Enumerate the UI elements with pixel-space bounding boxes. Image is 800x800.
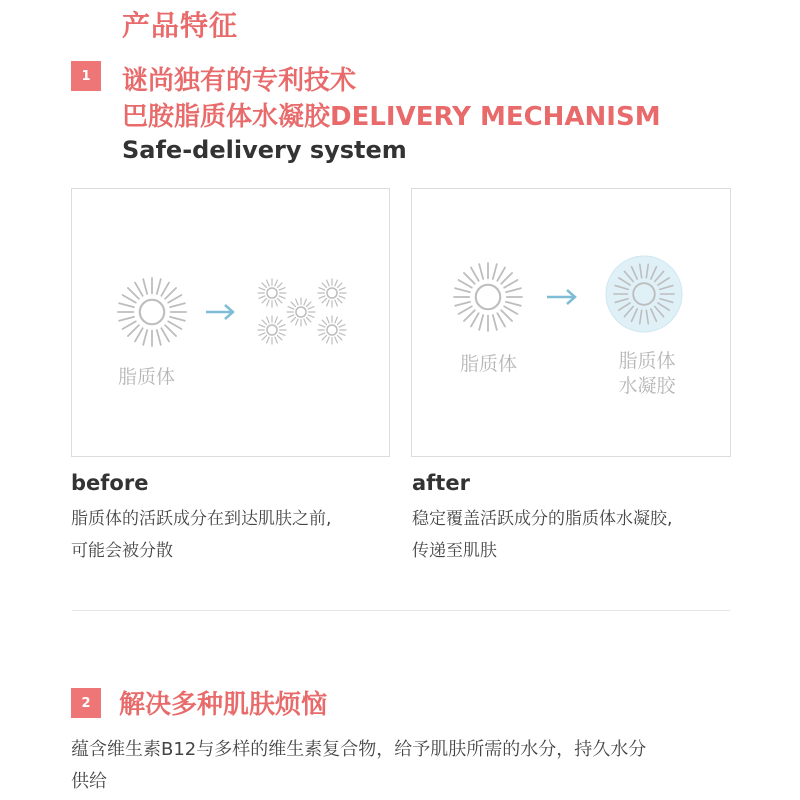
liposome-ray: [327, 300, 329, 306]
liposome-ray: [335, 317, 337, 323]
liposome-ray: [455, 302, 470, 306]
dispersed-liposomes-icon: [258, 279, 346, 344]
liposome-ray: [337, 298, 341, 302]
section1-subheading: Safe-delivery system: [122, 136, 407, 164]
liposome-ray: [277, 283, 281, 287]
liposome-ray: [157, 279, 161, 294]
section1-heading-line2: 巴胺脂质体水凝胶DELIVERY MECHANISM: [122, 102, 661, 132]
liposome-core: [267, 288, 277, 298]
liposome-core: [476, 285, 500, 309]
liposome-ray: [296, 319, 298, 325]
liposome-ray: [322, 320, 326, 324]
section2-description-line1: 蕴含维生素B12与多样的维生素复合物，给予肌肤所需的水分，持久水分: [71, 739, 647, 760]
liposome-icon: [118, 278, 186, 346]
liposome-ray: [497, 313, 505, 326]
liposome-ray: [308, 315, 314, 317]
liposome-ray: [279, 288, 285, 290]
liposome-ray: [306, 302, 310, 306]
after-description-line2: 传递至肌肤: [412, 541, 497, 561]
liposome-ray: [339, 325, 345, 327]
before-description: [71, 503, 331, 567]
liposome-ray: [168, 321, 181, 329]
before-description-line2: 可能会被分散: [71, 541, 173, 561]
before-diagram: [72, 189, 389, 456]
liposome-ray: [464, 310, 475, 321]
liposome-ray: [504, 306, 517, 314]
page-title: 产品特征: [122, 9, 239, 42]
liposome-ray: [304, 299, 306, 305]
liposome-ray: [170, 317, 185, 321]
after-description-line1: 稳定覆盖活跃成分的脂质体水凝胶,: [412, 509, 673, 529]
liposome-ray: [464, 273, 475, 284]
liposome-ray: [319, 325, 325, 327]
liposome-ray: [161, 328, 169, 341]
liposome-ray: [322, 335, 326, 339]
liposome-icon: [454, 263, 522, 331]
liposome-ray: [123, 295, 136, 303]
liposome-ray: [275, 337, 277, 343]
liposome-ray: [459, 280, 472, 288]
liposome-ray: [337, 335, 341, 339]
liposome-ray: [123, 321, 136, 329]
liposome-ray: [304, 319, 306, 325]
liposome-core: [327, 288, 337, 298]
liposome-ray: [455, 288, 470, 292]
liposome-ray: [279, 333, 285, 335]
liposome-ray: [259, 296, 265, 298]
before-diagram-panel: [71, 188, 390, 457]
liposome-ray: [262, 283, 266, 287]
liposome-ray: [339, 296, 345, 298]
liposome-ray: [306, 317, 310, 321]
liposome-ray: [275, 280, 277, 286]
after-diagram-panel: [411, 188, 731, 457]
after-hydrogel-label: [612, 349, 682, 399]
liposome-ray: [279, 325, 285, 327]
liposome-ray: [501, 273, 512, 284]
liposome-ray: [327, 337, 329, 343]
liposome-ray: [335, 337, 337, 343]
after-diagram: [412, 189, 730, 456]
liposome-ray: [259, 333, 265, 335]
liposome-ray: [143, 330, 147, 345]
liposome-ray: [501, 310, 512, 321]
liposome-ray: [319, 333, 325, 335]
liposome-ray: [168, 295, 181, 303]
liposome-ray: [143, 279, 147, 294]
liposome-ray: [337, 320, 341, 324]
liposome-ray: [288, 307, 294, 309]
liposome-ray: [493, 315, 497, 330]
liposome-ray: [493, 264, 497, 279]
liposome-ray: [128, 288, 139, 299]
liposome-ray: [291, 302, 295, 306]
arrow-right-icon: [547, 290, 575, 304]
liposome-ray: [288, 315, 294, 317]
section-divider: [72, 610, 730, 611]
liposome-ray: [319, 296, 325, 298]
after-title: after: [412, 471, 470, 495]
liposome-ray: [335, 300, 337, 306]
before-title: before: [71, 471, 149, 495]
liposome-ray: [337, 283, 341, 287]
liposome-ray: [262, 335, 266, 339]
liposome-ray: [504, 280, 517, 288]
liposome-ray: [165, 288, 176, 299]
liposome-ray: [459, 306, 472, 314]
liposome-ray: [267, 300, 269, 306]
section-number-badge: 1: [71, 61, 101, 91]
liposome-ray: [506, 302, 521, 306]
liposome-ray: [275, 317, 277, 323]
liposome-ray: [296, 299, 298, 305]
section1-heading-line1: 谜尚独有的专利技术: [122, 66, 357, 96]
liposome-ray: [267, 337, 269, 343]
liposome-ray: [339, 288, 345, 290]
liposome-ray: [262, 298, 266, 302]
liposome-ray: [277, 298, 281, 302]
liposome-ray: [275, 300, 277, 306]
after-hydrogel-label-line1: 脂质体: [618, 350, 676, 372]
liposome-ray: [165, 325, 176, 336]
liposome-core: [327, 325, 337, 335]
section2-description-line2: 供给: [71, 771, 107, 792]
liposome-ray: [161, 283, 169, 296]
liposome-ray: [327, 317, 329, 323]
section2-heading: 解决多种肌肤烦恼: [119, 690, 328, 720]
liposome-ray: [471, 313, 479, 326]
liposome-core: [140, 300, 164, 324]
liposome-ray: [128, 325, 139, 336]
liposome-ray: [262, 320, 266, 324]
liposome-core: [296, 307, 306, 317]
liposome-ray: [471, 268, 479, 281]
liposome-ray: [319, 288, 325, 290]
liposome-ray: [479, 264, 483, 279]
liposome-ray: [308, 307, 314, 309]
liposome-ray: [119, 303, 134, 307]
liposome-ray: [339, 333, 345, 335]
after-hydrogel-label-line2: 水凝胶: [618, 375, 676, 397]
liposome-core: [267, 325, 277, 335]
liposome-ray: [335, 280, 337, 286]
section2-description: [71, 734, 646, 798]
before-description-line1: 脂质体的活跃成分在到达肌肤之前,: [71, 509, 332, 529]
liposome-ray: [322, 283, 326, 287]
liposome-ray: [259, 325, 265, 327]
liposome-ray: [327, 280, 329, 286]
liposome-ray: [157, 330, 161, 345]
liposome-ray: [479, 315, 483, 330]
liposome-ray: [267, 317, 269, 323]
liposome-ray: [277, 320, 281, 324]
section-number-badge: 2: [71, 688, 101, 718]
after-liposome-label: 脂质体: [460, 353, 518, 375]
liposome-ray: [506, 288, 521, 292]
liposome-ray: [170, 303, 185, 307]
liposome-ray: [497, 268, 505, 281]
liposome-ray: [135, 328, 143, 341]
liposome-ray: [291, 317, 295, 321]
arrow-right-icon: [206, 305, 233, 319]
liposome-ray: [277, 335, 281, 339]
liposome-ray: [135, 283, 143, 296]
liposome-ray: [267, 280, 269, 286]
liposome-ray: [259, 288, 265, 290]
after-description: [412, 503, 672, 567]
liposome-ray: [322, 298, 326, 302]
liposome-ray: [119, 317, 134, 321]
liposome-ray: [279, 296, 285, 298]
before-liposome-label: 脂质体: [118, 366, 176, 388]
